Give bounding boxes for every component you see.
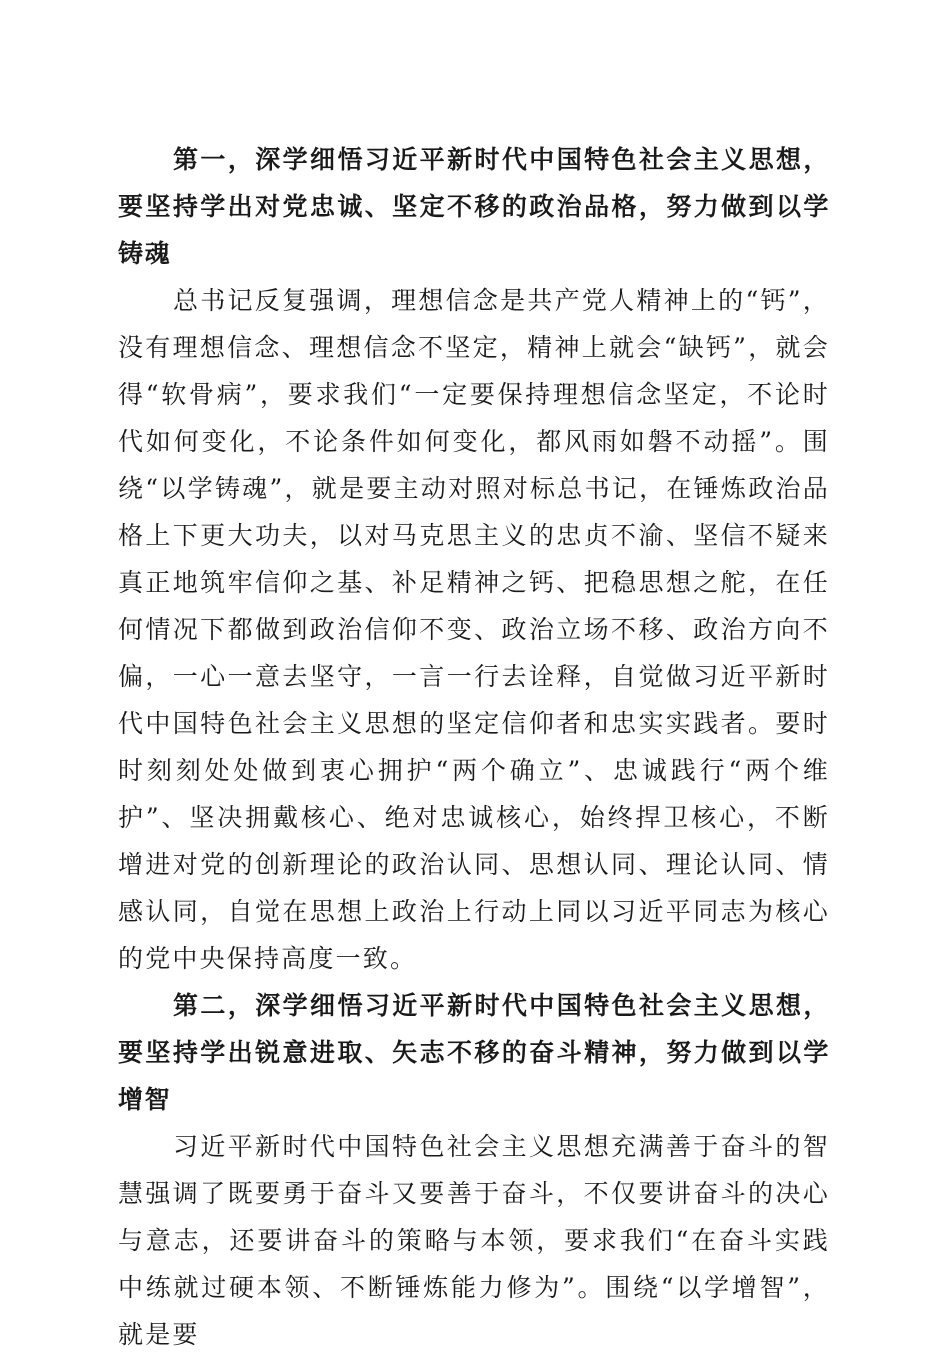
document-body — [118, 136, 830, 1358]
section-2-body: 习近平新时代中国特色社会主义思想充满善于奋斗的智慧强调了既要勇于奋斗又要善于奋斗，不仅要讲奋斗的决心与意志，还要讲奋斗的策略与本领，要求我们“在奋斗实践中练就过硬本领、不断锤炼能力修为”。围绕“以学增智”，就是要 — [118, 1132, 830, 1349]
section-1-body: 总书记反复强调，理想信念是共产党人精神上的“钙”，没有理想信念、理想信念不坚定，精神上就会“缺钙”，就会得“软骨病”，要求我们“一定要保持理想信念坚定，不论时代如何变化，不论条件如何变化，都风雨如磐不动摇”。围绕“以学铸魂”，就是要主动对照对标总书记，在锤炼政治品格上下更大功夫，以对马克思主义的忠贞不渝、坚信不疑来真正地筑牢信仰之基、补足精神之钙、把稳思想之舵，在任何情况下都做到政治信仰不变、政治立场不移、政治方向不偏，一心一意去坚守，一言一行去诠释，自觉做习近平新时代中国特色社会主义思想的坚定信仰者和忠实实践者。要时时刻刻处处做到衷心拥护“两个确立”、忠诚践行“两个维护”、坚决拥戴核心、绝对忠诚核心，始终捍卫核心，不断增进对党的创新理论的政治认同、思想认同、理论认同、情感认同，自觉在思想上政治上行动上同以习近平同志为核心的党中央保持高度一致。 — [118, 286, 830, 973]
section-2-heading: 第二，深学细悟习近平新时代中国特色社会主义思想，要坚持学出锐意进取、矢志不移的奋斗精神，努力做到以学增智 — [118, 991, 830, 1114]
section-1-heading: 第一，深学细悟习近平新时代中国特色社会主义思想，要坚持学出对党忠诚、坚定不移的政治品格，努力做到以学铸魂 — [118, 145, 830, 268]
